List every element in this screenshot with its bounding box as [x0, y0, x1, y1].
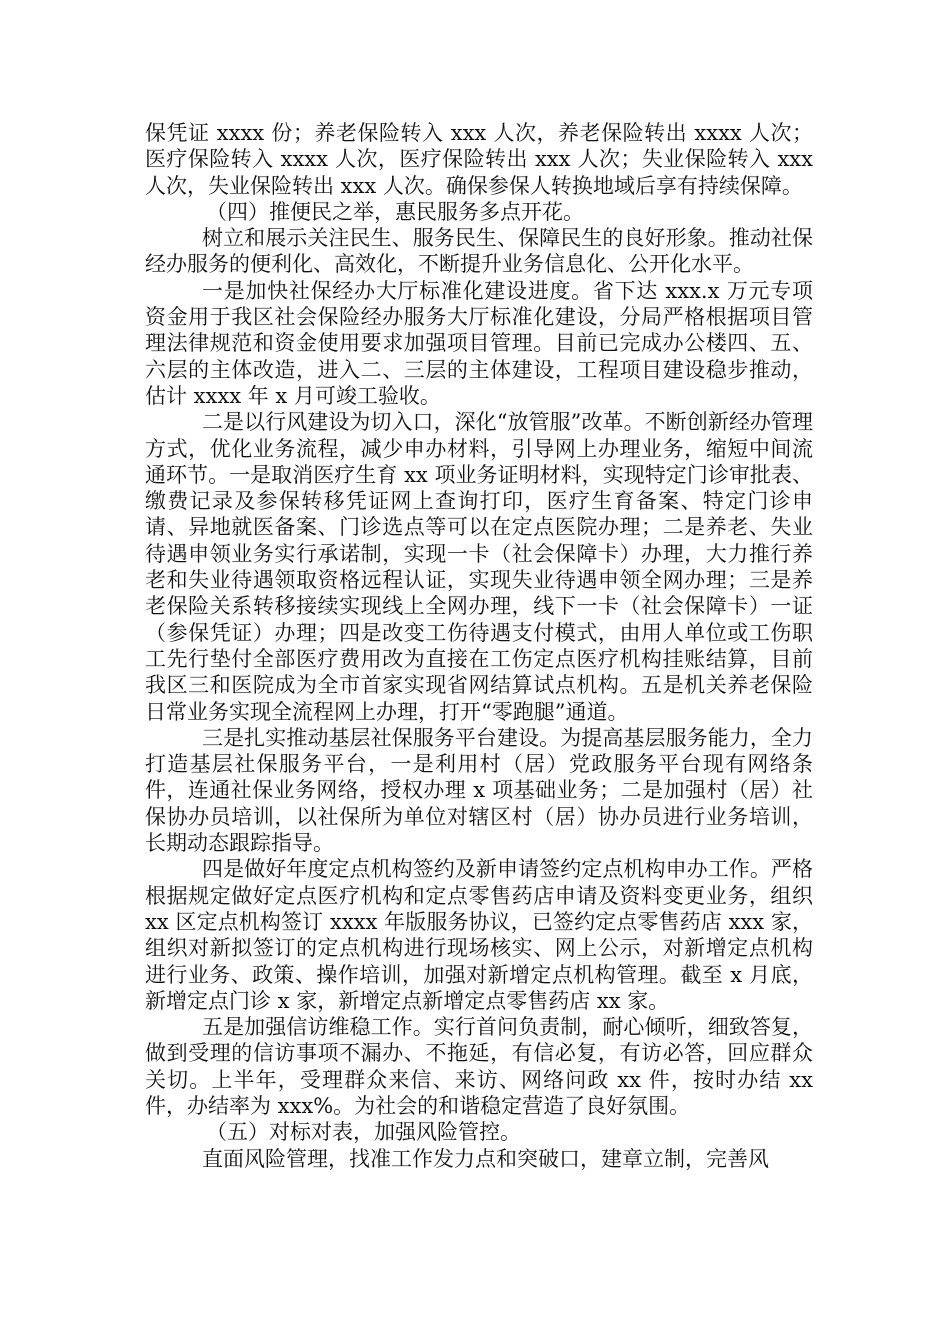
paragraph: 一是加快社保经办大厅标准化建设进度。省下达 xxx.x 万元专项资金用于我区社会保险经办服务大厅标准化建设，分局严格根据项目管理法律规范和资金使用要求加强项目管理。目前已完成办公楼四、五、六层的主体改造，进入二、三层的主体建设，工程项目建设稳步推动，估计 xxxx 年 x 月可竣工验收。 [145, 278, 813, 408]
paragraph-continuation: 保凭证 xxxx 份；养老保险转入 xxx 人次，养老保险转出 xxxx 人次；医疗保险转入 xxxx 人次，医疗保险转出 xxx 人次；失业保险转入 xxx 人次，失业保险转出 xxx 人次。确保参保人转换地域后享有持续保障。 [145, 121, 813, 198]
paragraph: 直面风险管理，找准工作发力点和突破口，建章立制，完善风 [202, 1146, 769, 1171]
section-heading-four: （四）推便民之举，惠民服务多点开花。 [206, 199, 584, 224]
paragraph: 二是以行风建设为切入口，深化“放管服”改革。不断创新经办管理方式，优化业务流程，减少申办材料，引导网上办理业务，缩短中间流通环节。一是取消医疗生育 xx 项业务证明材料，实现特定门诊审批表、缴费记录及参保转移凭证网上查询打印，医疗生育备案、特定门诊申请、异地就医备案、门诊选点等可以在定点医院办理；二是养老、失业待遇申领业务实行承诺制，实现一卡（社会保障卡）办理，大力推行养老和失业待遇领取资格远程认证，实现失业待遇申领全网办理；三是养老保险关系转移接续实现线上全网办理，线下一卡（社会保障卡）一证（参保凭证）办理；四是改变工伤待遇支付模式，由用人单位或工伤职工先行垫付全部医疗费用改为直接在工伤定点医疗机构挂账结算，目前我区三和医院成为全市首家实现省网结算试点机构。五是机关养老保险日常业务实现全流程网上办理，打开“零跑腿”通道。 [145, 410, 813, 724]
paragraph: 三是扎实推动基层社保服务平台建设。为提高基层服务能力，全力打造基层社保服务平台，一是利用村（居）党政服务平台现有网络条件，连通社保业务网络，授权办理 x 项基础业务；二是加强村（居）社保协办员培训，以社保所为单位对辖区村（居）协办员进行业务培训，长期动态跟踪指导。 [145, 725, 813, 856]
document-body [145, 120, 813, 1172]
section-heading-five: （五）对标对表，加强风险管控。 [206, 1120, 521, 1145]
paragraph: 树立和展示关注民生、服务民生、保障民生的良好形象。推动社保经办服务的便利化、高效化，不断提升业务信息化、公开化水平。 [145, 226, 813, 277]
paragraph: 五是加强信访维稳工作。实行首问负责制，耐心倾听，细致答复，做到受理的信访事项不漏办、不拖延，有信必复，有访必答，回应群众关切。上半年，受理群众来信、来访、网络问政 xx 件，按时办结 xx 件，办结率为 xxx%。为社会的和谐稳定营造了良好氛围。 [145, 1015, 813, 1118]
paragraph: 四是做好年度定点机构签约及新申请签约定点机构申办工作。严格根据规定做好定点医疗机构和定点零售药店申请及资料变更业务，组织 xx 区定点机构签订 xxxx 年版服务协议，已签约定点零售药店 xxx 家，组织对新拟签订的定点机构进行现场核实、网上公示，对新增定点机构进行业务、政策、操作培训，加强对新增定点机构管理。截至 x 月底，新增定点门诊 x 家，新增定点新增定点零售药店 xx 家。 [145, 857, 813, 1013]
